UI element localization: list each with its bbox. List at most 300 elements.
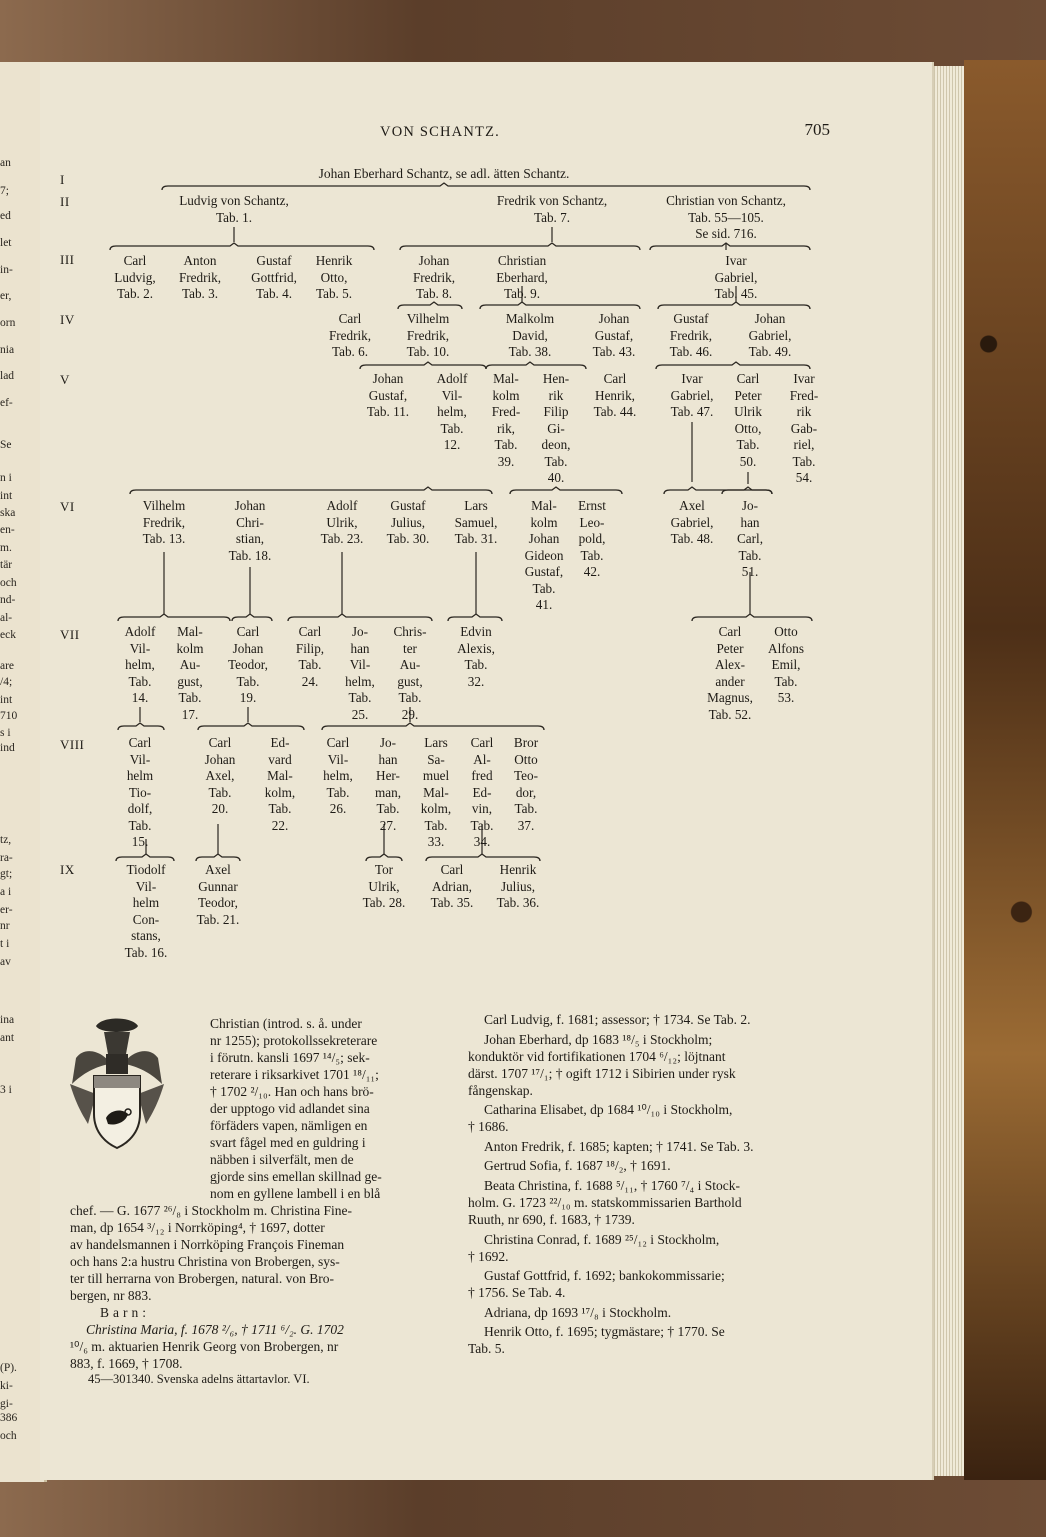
tree-node-line: Johan — [232, 640, 264, 656]
prev-page-fragment: gi- — [0, 1398, 13, 1410]
tree-node-line: Carl — [470, 735, 494, 750]
child-entry-line: † 1686. — [468, 1119, 509, 1135]
tree-node-line: Alfons — [768, 640, 804, 656]
tree-node-line: Vilhelm — [406, 311, 450, 326]
tree-node-line: rik — [548, 387, 564, 403]
biography-line: ter till herrarna von Brobergen, natural. von Bro- — [70, 1271, 335, 1286]
child-entry-line: Johan Eberhard, dp 1683 ¹⁸/₅ i Stockholm; — [484, 1031, 713, 1047]
tree-node-line: 20. — [211, 801, 229, 816]
tree-node-mal-j — [525, 498, 564, 614]
tree-node-line: Carl — [718, 624, 742, 639]
child-entry-line: fångenskap. — [468, 1082, 533, 1098]
tree-node-line: Tiodolf — [126, 862, 166, 877]
tree-node-line: pold, — [578, 531, 606, 546]
tree-node-line: Tab. 35. — [430, 895, 474, 910]
tree-node-line: Fredrik, — [412, 269, 456, 285]
tree-node-line: Henrik, — [595, 387, 635, 403]
prev-page-fragment: eck — [0, 629, 16, 641]
tree-node-line: Tab. 38. — [508, 344, 552, 359]
tree-node-line: Tab. — [514, 801, 538, 816]
tree-node-line: Tab. — [774, 673, 798, 689]
tree-node-line: 12. — [443, 437, 461, 452]
tree-brace — [486, 362, 586, 369]
prev-page-fragment: ed — [0, 210, 11, 222]
tree-node-johan-g — [593, 311, 636, 361]
tree-node-line: Tab. 49. — [748, 344, 792, 359]
tree-node-line: Mal- — [423, 784, 449, 800]
tree-node-line: Tab. 11. — [366, 404, 410, 419]
child-entry-line: Beata Christina, f. 1688 ⁵/₁₁, † 1760 ⁷/₄ i Stock- — [484, 1178, 741, 1193]
tree-node-line: dor, — [515, 784, 537, 800]
tree-node-line: gust, — [177, 673, 203, 689]
tree-node-carl-p — [734, 371, 762, 470]
child-entry-line: Ruuth, nr 690, f. 1683, † 1739. — [468, 1212, 635, 1227]
tree-node-line: Vil- — [327, 751, 349, 767]
prev-page-fragment: tär — [0, 559, 13, 571]
tree-node-line: Eberhard, — [496, 269, 548, 285]
tree-node-line: Tab. 1. — [215, 209, 253, 225]
tree-brace — [448, 614, 502, 621]
tree-node-bror-ot — [514, 735, 538, 834]
prev-page-fragment: gt; — [0, 868, 13, 880]
tree-node-line: stian, — [235, 531, 265, 546]
tree-node-line: Vilhelm — [142, 498, 186, 513]
tree-node-line: 26. — [329, 801, 347, 816]
tree-node-hen-f — [542, 371, 571, 487]
tree-node-otto-ae — [768, 624, 804, 707]
child-entry-line: Anton Fredrik, f. 1685; kapten; † 1741. Se Tab. 3. — [484, 1138, 754, 1154]
tree-node-gustaf-g — [251, 253, 297, 303]
tree-node-line: Otto, — [320, 269, 348, 285]
tree-node-line: Al- — [473, 751, 491, 767]
tree-node-line: Tab. 21. — [196, 911, 240, 927]
tree-node-line: Tab. — [494, 437, 518, 452]
tree-node-line: Tab. — [208, 784, 232, 800]
page-footer — [88, 1371, 310, 1388]
tree-node-chris-a — [394, 624, 427, 723]
tree-node-line: Tab. 10. — [406, 344, 450, 359]
tree-node-line: Au- — [179, 657, 201, 672]
tree-node-line: Carl — [123, 253, 147, 268]
tree-node-line: helm, — [125, 657, 155, 672]
tree-node-line: Tab. — [178, 690, 202, 705]
tree-node-line: Julius, — [390, 514, 426, 530]
prev-page-fragment: an — [0, 157, 11, 169]
biography-line: förfäders vapen, nämligen en — [210, 1118, 368, 1133]
generation-numeral: II — [60, 194, 70, 209]
child-entry-line: Catharina Elisabet, dp 1684 ¹⁰/₁₀ i Stockholm, — [484, 1102, 733, 1118]
tree-node-line: Gabriel, — [670, 514, 714, 530]
tree-node-line: Fred- — [789, 387, 819, 403]
tree-node-edvard-m — [265, 735, 295, 834]
prev-page-fragment: a i — [0, 886, 12, 898]
tree-node-line: Fredrik, — [669, 327, 713, 343]
tree-node-line: Carl, — [736, 531, 764, 546]
running-head: VON SCHANTZ. — [380, 124, 500, 140]
tree-node-line: Tab. 44. — [593, 404, 637, 419]
tree-node-line: Johan — [372, 371, 404, 386]
prev-page-fragment: tz, — [0, 834, 12, 846]
tree-node-fredrik — [497, 193, 607, 226]
tree-node-line: Tab. 7. — [533, 209, 571, 225]
tree-node-line: Gunnar — [198, 878, 238, 894]
tree-node-carl-vt — [127, 735, 153, 851]
tree-node-line: Mal- — [177, 624, 203, 639]
tree-node-line: Tab. 23. — [320, 531, 364, 546]
tree-brace — [480, 302, 640, 309]
tree-node-line: riel, — [793, 437, 815, 452]
generation-numeral: IX — [60, 862, 75, 877]
prev-page-fragment: er- — [0, 904, 13, 916]
tree-brace — [110, 243, 374, 250]
tree-node-line: Tab. 47. — [670, 404, 714, 419]
tree-node-line: Jo- — [741, 498, 759, 513]
prev-page-fragment: ind — [0, 742, 15, 754]
tree-node-line: ter — [403, 640, 417, 656]
tree-node-line: 32. — [467, 673, 485, 689]
tree-node-line: Tab. — [440, 420, 464, 436]
prev-page-fragment: och — [0, 577, 17, 589]
child-entry-line: Gertrud Sofia, f. 1687 ¹⁸/₂, † 1691. — [484, 1158, 671, 1174]
tree-brace — [692, 614, 812, 621]
tree-node-axel-g — [671, 498, 714, 548]
tree-node-line: muel — [422, 768, 450, 783]
tree-brace — [664, 487, 772, 494]
tree-node-line: Tab. 45. — [714, 286, 758, 301]
prev-page-fragment: nd- — [0, 594, 16, 606]
tree-node-line: han — [740, 514, 760, 530]
tree-node-ludvig — [179, 193, 289, 226]
tree-node-johan-gu — [367, 371, 409, 421]
tree-node-ivar-g — [715, 253, 758, 303]
tree-brace — [400, 243, 640, 250]
tree-node-line: dolf, — [127, 801, 153, 816]
tree-node-line: 22. — [271, 817, 289, 833]
generation-numeral: VII — [60, 627, 80, 642]
tree-node-tor-u — [363, 862, 406, 912]
tree-node-line: deon, — [541, 437, 571, 452]
biography-line: näbben i silverfält, men de — [210, 1152, 354, 1167]
tree-node-line: Fredrik, — [328, 327, 372, 343]
tree-brace — [722, 487, 772, 494]
tree-node-henrik-j — [497, 862, 540, 912]
tree-node-vilhelm-f2 — [143, 498, 186, 548]
tree-node-line: Gustaf, — [368, 387, 408, 403]
child-entry-line: † 1692. — [468, 1248, 509, 1264]
tree-node-line: Tab. 4. — [255, 286, 293, 301]
prev-page-fragment: er, — [0, 290, 12, 302]
tree-node-line: Gustaf — [673, 311, 709, 326]
tree-node-carl-f — [329, 311, 371, 361]
tree-node-line: Gottfrid, — [251, 269, 297, 285]
tree-node-line: Tab. 31. — [454, 531, 498, 546]
tree-brace — [118, 614, 230, 621]
tree-node-line: Mal- — [531, 498, 557, 513]
tree-node-vilhelm-f — [407, 311, 450, 361]
tree-brace — [118, 723, 164, 730]
tree-brace — [288, 614, 432, 621]
tree-node-line: Tab. — [792, 453, 816, 469]
tree-node-line: Adolf — [436, 371, 468, 386]
tree-node-line: Vil- — [129, 751, 151, 767]
prev-page-fragment: orn — [0, 317, 16, 329]
tree-brace — [130, 487, 492, 494]
tree-node-line: Magnus, — [707, 690, 753, 705]
tree-node-johan-vh — [345, 624, 375, 723]
tree-brace — [116, 854, 174, 861]
biography-line: gjorde sins emellan skillnad ge- — [210, 1169, 382, 1184]
tree-node-line: Gabriel, — [714, 269, 758, 285]
tree-brace — [656, 362, 810, 369]
tree-node-line: Lars — [424, 735, 448, 750]
tree-node-lars-sm — [421, 735, 451, 851]
tree-node-johan-gab — [749, 311, 792, 361]
tree-node-line: Tab. — [128, 817, 152, 833]
child-entry-line: Tab. 5. — [468, 1341, 505, 1357]
tree-node-line: Carl — [338, 311, 362, 326]
tree-node-line: Adolf — [124, 624, 156, 639]
tree-node-line: ander — [715, 673, 745, 689]
tree-brace — [198, 723, 304, 730]
prev-page-fragment: och — [0, 1430, 17, 1442]
tree-node-line: 40. — [547, 470, 565, 485]
child-entry-line: Christina Conrad, f. 1689 ²⁵/₁₂ i Stockholm, — [484, 1231, 720, 1247]
tree-node-christian — [666, 193, 786, 243]
tree-node-line: Tab. — [424, 817, 448, 833]
prev-page-fragment: nia — [0, 344, 15, 356]
biography-line: reterare i riksarkivet 1701 ¹⁸/₁₁; — [210, 1067, 379, 1082]
tree-node-line: Ivar — [681, 371, 703, 386]
tree-node-line: vard — [268, 751, 292, 767]
tree-node-line: Vil- — [135, 878, 157, 894]
tree-node-line: Tor — [374, 862, 394, 877]
tree-node-line: Tab. — [532, 580, 556, 596]
tree-node-line: 15. — [131, 834, 149, 849]
tree-node-line: Carl — [603, 371, 627, 386]
tree-node-line: Fred- — [491, 404, 521, 419]
tree-node-line: Filip — [543, 404, 569, 419]
tree-node-line: Chri- — [236, 514, 264, 530]
tree-node-carl-ae — [471, 735, 494, 851]
tree-node-line: Ludvig, — [114, 269, 156, 285]
tree-node-line: 33. — [427, 834, 445, 849]
tree-node-johan-hm — [375, 735, 401, 834]
tree-node-line: Axel — [205, 862, 231, 877]
tree-node-line: Otto — [774, 624, 798, 639]
tree-node-line: Christian — [497, 253, 547, 268]
tree-node-line: Lars — [464, 498, 488, 513]
prev-page-fragment: 3 i — [0, 1084, 12, 1096]
tree-node-tiodolf — [125, 862, 168, 961]
tree-node-line: Axel, — [205, 768, 235, 783]
tree-node-line: 54. — [795, 470, 813, 485]
biography-line: bergen, nr 883. — [70, 1288, 152, 1303]
tree-node-line: kolm, — [420, 801, 452, 816]
tree-node-carl-pam — [707, 624, 753, 723]
tree-node-line: Alex- — [714, 657, 746, 672]
tree-node-line: 29. — [401, 706, 419, 722]
tree-node-line: Henrik — [315, 253, 353, 268]
tree-node-christian-e — [496, 253, 548, 303]
tree-node-line: han — [350, 640, 370, 656]
tree-node-line: Tab. 55—105. — [688, 209, 764, 225]
tree-node-line: Tab. 5. — [315, 286, 353, 301]
tree-node-line: kolm — [176, 640, 204, 656]
tree-root: Johan Eberhard Schantz, se adl. ätten Schantz. — [318, 166, 570, 181]
prev-page-fragment: 386 — [0, 1412, 18, 1424]
tree-brace — [232, 614, 272, 621]
biography-line: Christian (introd. s. å. under — [210, 1016, 362, 1031]
tree-node-line: stans, — [131, 928, 161, 943]
biography-line: † 1702 ²/₁₀. Han och hans brö- — [210, 1084, 374, 1099]
tree-node-line: Julius, — [500, 878, 536, 894]
biography-line: nom en gyllene lambell i en blå — [210, 1186, 381, 1201]
tree-node-line: Her- — [376, 768, 400, 783]
child-entry-line: Christina Maria, f. 1678 ²/₆, † 1711 ⁶/₂. G. 1702 — [86, 1322, 344, 1337]
tree-node-line: Tab. 46. — [669, 344, 713, 359]
tree-node-gustaf-f — [670, 311, 713, 361]
tree-node-line: man, — [374, 784, 402, 800]
child-entry-line: † 1756. Se Tab. 4. — [468, 1285, 566, 1301]
prev-page-fragment: al- — [0, 612, 13, 624]
tree-node-line: Carl — [326, 735, 350, 750]
tree-node-line: Adolf — [326, 498, 358, 513]
tree-node-line: Filip, — [295, 640, 325, 656]
prev-page-fragment: ki- — [0, 1380, 13, 1392]
tree-node-line: Vil- — [441, 387, 463, 403]
tree-node-line: Carl — [736, 371, 760, 386]
tree-brace — [398, 302, 462, 309]
tree-brace — [360, 362, 486, 369]
tree-node-line: Tab. 52. — [708, 706, 752, 722]
prev-page-fragment: ina — [0, 1014, 15, 1026]
tree-node-edvin-a — [457, 624, 495, 690]
tree-node-line: Johan — [754, 311, 786, 326]
tree-node-line: Ed- — [472, 784, 492, 800]
tree-node-line: Tio- — [128, 784, 152, 800]
tree-node-line: Tab. 16. — [124, 944, 168, 960]
prev-page-fragment: are — [0, 660, 15, 672]
tree-node-line: Ernst — [578, 498, 606, 513]
tree-node-line: fred — [471, 768, 493, 783]
tree-node-line: Peter — [734, 387, 762, 403]
child-entry-line: därst. 1707 ¹⁷/₁; † ogift 1712 i Sibirien under rysk — [468, 1065, 736, 1081]
tree-node-line: Tab. 36. — [496, 895, 540, 910]
prev-page-fragment: t i — [0, 938, 10, 950]
tree-node-line: 25. — [351, 706, 369, 722]
tree-node-line: Adrian, — [432, 878, 472, 894]
tree-node-line: Gustaf — [256, 253, 292, 268]
tree-node-line: Johan — [418, 253, 450, 268]
tree-node-line: Se sid. 716. — [695, 226, 757, 241]
tree-node-johan-c — [229, 498, 272, 564]
tree-node-line: Ulrik — [734, 404, 762, 419]
tree-node-line: Gi- — [547, 420, 565, 436]
tree-node-ivar-g2 — [671, 371, 714, 421]
tree-node-carl-ad — [431, 862, 474, 912]
tree-node-line: Con- — [132, 911, 160, 927]
tree-node-line: 39. — [497, 453, 515, 469]
prev-page-fragment: in- — [0, 264, 13, 276]
tree-node-line: Gabriel, — [748, 327, 792, 343]
tree-node-line: 14. — [131, 690, 149, 705]
tree-node-line: helm, — [323, 768, 353, 783]
prev-page-fragment: int — [0, 694, 13, 706]
biography-line: i förutn. kansli 1697 ¹⁴/₅; sek- — [210, 1050, 370, 1065]
biography-line: chef. — G. 1677 ²⁶/₈ i Stockholm m. Christina Fine- — [70, 1203, 352, 1218]
prev-page-fragment: int — [0, 490, 13, 502]
tree-node-line: Leo- — [579, 514, 605, 530]
tree-node-line: Teodor, — [228, 657, 268, 672]
tree-node-line: Christian von Schantz, — [666, 193, 786, 208]
tree-brace — [510, 487, 622, 494]
page-number: 705 — [804, 120, 830, 139]
tree-node-line: Gustaf, — [524, 564, 564, 579]
tree-node-adolf-vh — [125, 624, 156, 707]
prev-page-fragment: m. — [0, 542, 12, 554]
tree-node-line: Mal- — [493, 371, 519, 386]
tree-node-line: helm, — [345, 673, 375, 689]
tree-node-axel-gt — [197, 862, 240, 928]
tree-node-line: Tab. 18. — [228, 547, 272, 563]
tree-node-line: Fredrik, — [178, 269, 222, 285]
tree-node-line: Tab. — [128, 673, 152, 689]
tree-node-line: Gustaf — [390, 498, 426, 513]
biography-line: och hans 2:a hustru Christina von Brobergen, sys- — [70, 1254, 340, 1269]
biography-line: av handelsmannen i Norrköping François Fineman — [70, 1237, 345, 1252]
book-page — [40, 62, 932, 1480]
tree-node-line: Tab. 6. — [331, 344, 369, 359]
tree-node-line: Tab. 9. — [503, 286, 541, 301]
tree-node-line: Tab. — [268, 801, 292, 816]
tree-node-line: Carl — [128, 735, 152, 750]
prev-page-fragment: 710 — [0, 710, 18, 722]
tree-brace — [658, 302, 810, 309]
tree-node-line: Otto — [514, 751, 538, 767]
tree-node-line: rik, — [497, 420, 515, 436]
tree-node-line: Johan — [204, 751, 236, 767]
tree-node-line: Carl — [440, 862, 464, 877]
tree-node-line: Tab. — [580, 547, 604, 563]
tree-node-line: Tab. — [738, 547, 762, 563]
tree-node-line: Carl — [208, 735, 232, 750]
coat-of-arms-icon — [66, 1014, 168, 1152]
tree-node-line: gust, — [397, 673, 423, 689]
tree-node-lars-s — [455, 498, 498, 548]
generation-numeral: VI — [60, 499, 75, 514]
tree-node-carl-l — [114, 253, 155, 303]
tree-node-line: Jo- — [379, 735, 397, 750]
tree-node-carl-vh — [323, 735, 353, 818]
tree-node-line: Ludvig von Schantz, — [179, 193, 289, 208]
tree-node-line: Jo- — [351, 624, 369, 639]
tree-node-line: Alexis, — [457, 640, 495, 656]
generation-numeral: III — [60, 252, 75, 267]
tree-node-line: 50. — [739, 453, 757, 469]
prev-page-fragment: let — [0, 237, 12, 249]
tree-node-line: Gustaf, — [594, 327, 634, 343]
tree-node-mal-a — [176, 624, 203, 723]
children-heading: Barn: — [100, 1305, 150, 1320]
tree-node-line: helm — [132, 895, 160, 910]
child-entry-line: konduktör vid fortifikationen 1704 ⁶/₁₂; löjtnant — [468, 1048, 726, 1064]
tree-node-johan-carl — [737, 498, 763, 581]
tree-node-line: han — [378, 751, 398, 767]
tree-node-line: Gabriel, — [670, 387, 714, 403]
tree-node-line: Fredrik von Schantz, — [496, 193, 608, 208]
tree-node-line: Ivar — [793, 371, 815, 386]
tree-node-gustaf-j — [387, 498, 430, 548]
